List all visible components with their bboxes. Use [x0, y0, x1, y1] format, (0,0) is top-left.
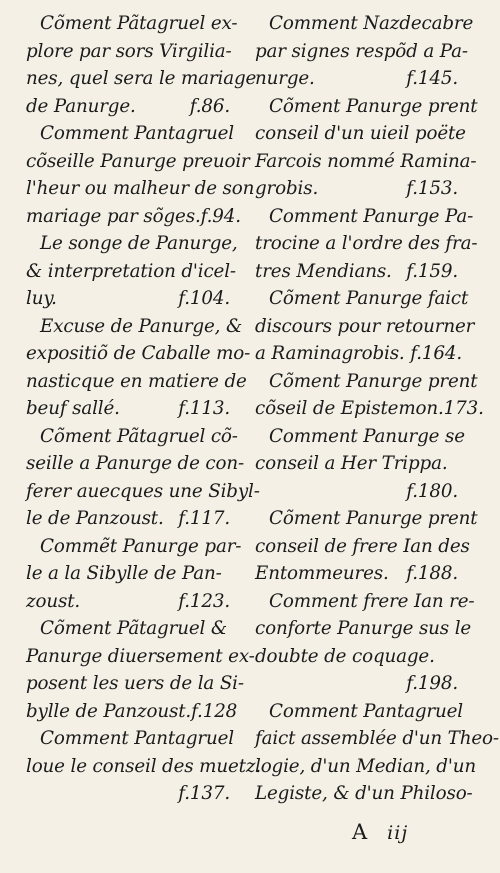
- toc-entry-text: bylle de Panzoust.f.128: [26, 700, 238, 722]
- toc-column-left: [26, 10, 261, 808]
- page-reference: f.113.: [178, 398, 230, 419]
- page-reference: f.86.: [189, 95, 230, 117]
- toc-entry-last-line: [255, 450, 458, 478]
- toc-entry-line: Cõment Panurge prent: [269, 508, 478, 529]
- toc-entry-text: le de Panzoust.: [26, 508, 164, 529]
- toc-entry-last-line: [26, 698, 238, 726]
- toc-entry-line: Panurge diuersement ex-: [26, 645, 255, 667]
- toc-entry-line: conforte Panurge sus le: [255, 618, 472, 639]
- toc-entry-last-line: [26, 203, 241, 231]
- toc-entry: [255, 10, 474, 93]
- toc-entry-line: & interpretation d'icel-: [26, 260, 236, 282]
- toc-entry-last-line: [26, 780, 230, 808]
- toc-entry-line: Cõment Pãtagruel &: [40, 618, 227, 639]
- toc-entry: [26, 313, 251, 423]
- toc-entry-text: Entommeures.: [255, 563, 389, 584]
- toc-entry-line: nes, quel sera le mariage: [26, 68, 257, 89]
- toc-entry: [255, 505, 478, 588]
- toc-entry-text: cõseil de Epistemon.173.: [255, 398, 484, 419]
- toc-entry-last-line: [255, 780, 473, 808]
- toc-entry-line: Cõment Pãtagruel cõ-: [40, 425, 238, 447]
- toc-entry-line: Le songe de Panurge,: [40, 233, 238, 254]
- toc-entry-line: conseil de frere Ian des: [255, 535, 470, 557]
- toc-entry-last-line: [255, 258, 458, 286]
- toc-entry: [26, 725, 261, 780]
- toc-entry-line: le a la Sibylle de Pan-: [26, 563, 222, 584]
- page-reference: f.145.: [406, 68, 458, 89]
- toc-entry-line: trocine a l'ordre des fra-: [255, 233, 478, 254]
- toc-entry-last-line: [26, 588, 230, 616]
- toc-entry-last-line: [26, 285, 230, 313]
- toc-entry: [26, 615, 255, 725]
- toc-entry: [255, 670, 458, 698]
- toc-entry: [255, 285, 475, 368]
- toc-entry-line: Excuse de Panurge, &: [40, 315, 243, 337]
- toc-entry-text: beuf sallé.: [26, 398, 120, 419]
- toc-entry-text: tres Mendians.: [255, 260, 392, 282]
- toc-entry-last-line: [255, 395, 484, 423]
- toc-entry-line: Comment Pantagruel: [269, 700, 463, 722]
- signature-mark: [352, 820, 408, 844]
- toc-entry: [255, 93, 478, 203]
- page-reference: f.188.: [406, 563, 458, 584]
- toc-entry-line: Comment Panurge se: [269, 425, 465, 447]
- page-reference: f.104.: [178, 288, 230, 309]
- toc-column-right: [255, 10, 499, 808]
- toc-entry-last-line: [26, 93, 230, 121]
- toc-entry-line: Cõment Pãtagruel ex-: [40, 13, 238, 34]
- toc-entry-line: Cõment Panurge prent: [269, 370, 478, 392]
- toc-entry-last-line: [255, 340, 462, 368]
- toc-entry: [255, 588, 475, 671]
- toc-entry-line: Farcois nommé Ramina-: [255, 150, 477, 172]
- toc-entry-last-line: [255, 560, 458, 588]
- toc-entry: [26, 120, 255, 230]
- page-reference: f.153.: [406, 178, 458, 199]
- toc-entry-text: conseil a Her Trippa.: [255, 453, 448, 474]
- toc-entry-line: Comment Pantagruel: [40, 728, 234, 749]
- toc-entry-last-line: [26, 395, 230, 423]
- page-reference: f.180.: [406, 480, 458, 502]
- toc-entry-line: expositiõ de Caballe mo-: [26, 343, 251, 364]
- toc-entry: [26, 230, 238, 313]
- toc-entry-last-line: [255, 670, 458, 698]
- toc-entry-text: luy.: [26, 288, 57, 309]
- toc-entry-text: de Panurge.: [26, 95, 136, 117]
- toc-entry-line: l'heur ou malheur de son: [26, 178, 255, 199]
- toc-entry: [26, 780, 230, 808]
- toc-entry-line: logie, d'un Median, d'un: [255, 755, 476, 777]
- toc-entry-text: mariage par sõges.f.94.: [26, 205, 241, 227]
- toc-entry: [26, 423, 260, 533]
- toc-entry-text: zoust.: [26, 590, 81, 612]
- signature-number: iij: [387, 822, 409, 844]
- page-reference: f.123.: [178, 590, 230, 612]
- toc-entry-line: conseil d'un uieil poëte: [255, 123, 466, 144]
- toc-entry-line: cõseille Panurge preuoir: [26, 150, 250, 172]
- page-reference: f.159.: [406, 260, 458, 282]
- toc-entry-text: doubte de coquage.: [255, 645, 435, 667]
- toc-entry-last-line: [255, 175, 458, 203]
- toc-entry-last-line: [26, 505, 230, 533]
- toc-entry-line: par signes respõd a Pa-: [255, 40, 468, 62]
- toc-entry-line: posent les uers de la Si-: [26, 673, 244, 694]
- toc-entry-line: Comment Pantagruel: [40, 123, 234, 144]
- page-reference: f.117.: [178, 508, 230, 529]
- signature-letter: A: [352, 820, 374, 844]
- toc-entry: [255, 203, 478, 286]
- toc-entry-line: Commẽt Panurge par-: [40, 535, 242, 557]
- toc-entry-line: discours pour retourner: [255, 315, 475, 337]
- toc-entry-last-line: [255, 65, 458, 93]
- page-reference: f.198.: [406, 673, 458, 694]
- page-reference: f.137.: [178, 783, 230, 804]
- toc-entry: [26, 10, 257, 120]
- toc-entry-text: Legiste, & d'un Philoso-: [255, 783, 473, 804]
- toc-entry: [255, 698, 499, 808]
- toc-entry-line: ferer auecques une Sibyl-: [26, 480, 260, 502]
- toc-entry-text: nurge.: [255, 68, 315, 89]
- toc-entry-line: nasticque en matiere de: [26, 370, 247, 392]
- toc-entry: [255, 423, 465, 478]
- toc-entry-line: Comment frere Ian re-: [269, 590, 475, 612]
- toc-entry-line: Comment Panurge Pa-: [269, 205, 474, 227]
- toc-entry-last-line: [255, 478, 458, 506]
- toc-entry-line: Cõment Panurge prent: [269, 95, 478, 117]
- toc-entry-line: Cõment Panurge faict: [269, 288, 469, 309]
- toc-entry-line: faict assemblée d'un Theo-: [255, 728, 499, 749]
- toc-entry-line: Comment Nazdecabre: [269, 13, 474, 34]
- toc-entry-line: plore par sors Virgilia-: [26, 40, 232, 62]
- toc-entry: [255, 368, 484, 423]
- toc-entry-last-line: [255, 643, 458, 671]
- toc-entry: [255, 478, 458, 506]
- toc-entry-text: loue le conseil des muetz.: [26, 755, 261, 777]
- toc-entry-text: grobis.: [255, 178, 319, 199]
- toc-entry-last-line: [26, 753, 261, 781]
- toc-entry-line: seille a Panurge de con-: [26, 453, 245, 474]
- toc-entry: [26, 533, 242, 616]
- toc-entry-text: a Raminagrobis. f.164.: [255, 343, 462, 364]
